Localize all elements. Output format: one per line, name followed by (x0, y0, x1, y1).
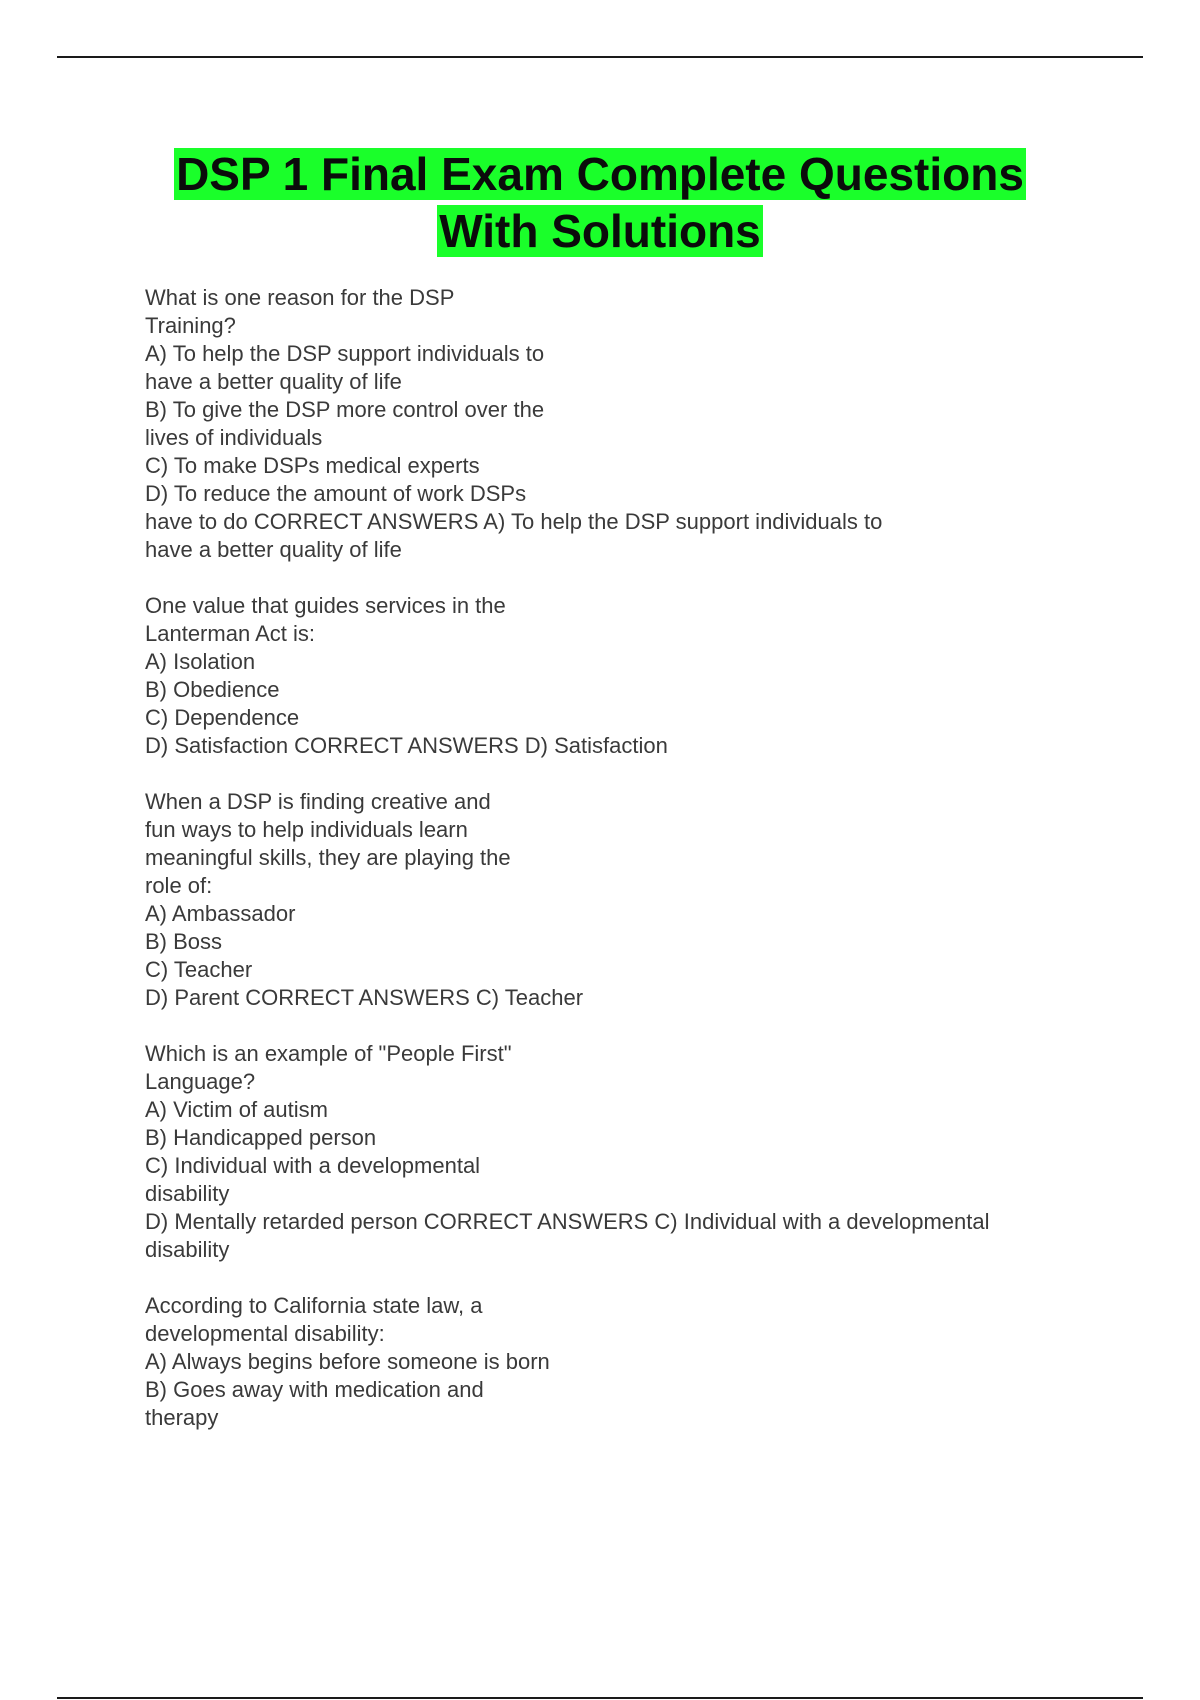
text-line: According to California state law, a (145, 1293, 483, 1318)
text-line: When a DSP is finding creative and (145, 789, 491, 814)
title-line-2: With Solutions (439, 205, 761, 257)
text-line: What is one reason for the DSP (145, 285, 455, 310)
text-line: role of: (145, 873, 213, 898)
text-line: B) Obedience (145, 677, 280, 702)
text-line: fun ways to help individuals learn (145, 817, 468, 842)
text-line: D) To reduce the amount of work DSPs (145, 481, 527, 506)
question-block-5 (145, 1292, 1085, 1432)
text-line: B) Handicapped person (145, 1125, 377, 1150)
text-line: D) Mentally retarded person CORRECT ANSWERS C) Individual with a developmental (145, 1209, 990, 1234)
text-line: therapy (145, 1405, 219, 1430)
text-line: disability (145, 1181, 230, 1206)
text-line: meaningful skills, they are playing the (145, 845, 511, 870)
text-line: have a better quality of life (145, 537, 402, 562)
text-line: A) Ambassador (145, 901, 296, 926)
question-list (145, 284, 1085, 1460)
text-line: One value that guides services in the (145, 593, 506, 618)
text-line: C) Dependence (145, 705, 300, 730)
text-line: Which is an example of "People First" (145, 1041, 512, 1066)
text-line: B) Goes away with medication and (145, 1377, 484, 1402)
top-rule (57, 56, 1143, 58)
text-line: C) Teacher (145, 957, 253, 982)
document-title (0, 146, 1200, 260)
text-line: A) Victim of autism (145, 1097, 328, 1122)
text-line: D) Parent CORRECT ANSWERS C) Teacher (145, 985, 584, 1010)
text-line: D) Satisfaction CORRECT ANSWERS D) Satisfaction (145, 733, 668, 758)
text-line: A) To help the DSP support individuals to (145, 341, 545, 366)
text-line: Lanterman Act is: (145, 621, 315, 646)
text-line: Training? (145, 313, 236, 338)
text-line: C) To make DSPs medical experts (145, 453, 480, 478)
text-line: disability (145, 1237, 230, 1262)
question-block-4 (145, 1040, 1085, 1264)
bottom-rule (57, 1697, 1143, 1699)
text-line: A) Always begins before someone is born (145, 1349, 550, 1374)
question-block-2 (145, 592, 1085, 760)
text-line: developmental disability: (145, 1321, 385, 1346)
text-line: B) To give the DSP more control over the (145, 397, 545, 422)
text-line: B) Boss (145, 929, 223, 954)
question-block-3 (145, 788, 1085, 1012)
question-block-1 (145, 284, 1085, 564)
title-line-1: DSP 1 Final Exam Complete Questions (176, 148, 1024, 200)
text-line: have a better quality of life (145, 369, 402, 394)
text-line: Language? (145, 1069, 256, 1094)
text-line: have to do CORRECT ANSWERS A) To help the DSP support individuals to (145, 509, 883, 534)
text-line: lives of individuals (145, 425, 323, 450)
text-line: A) Isolation (145, 649, 256, 674)
text-line: C) Individual with a developmental (145, 1153, 481, 1178)
